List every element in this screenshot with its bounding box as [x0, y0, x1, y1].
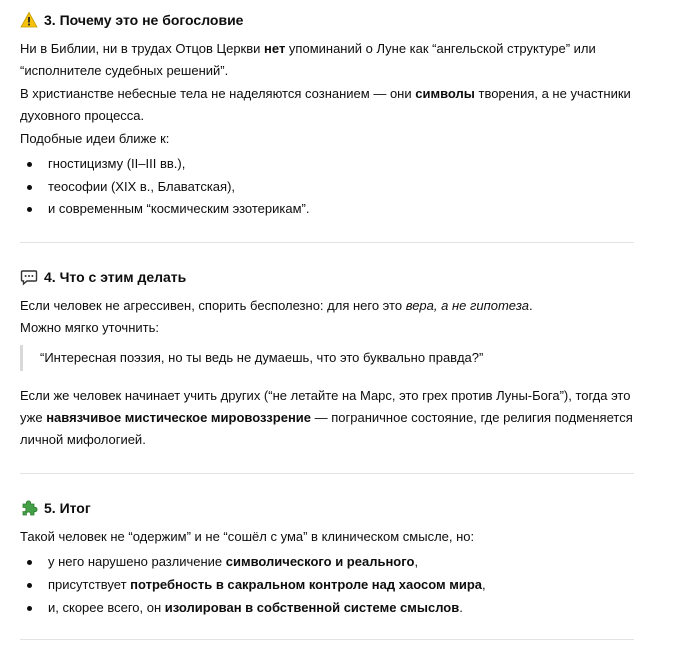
divider [20, 639, 634, 640]
section-3-para-2-line-2: духовного процесса. [20, 108, 145, 123]
blockquote: “Интересная поэзия, но ты ведь не думаешь, что это буквально правда?” [40, 350, 484, 365]
list-item: у него нарушено различение символического и реального, [20, 553, 418, 571]
section-5-para-1: Такой человек не “одержим” и не “сошёл с ума” в клиническом смысле, но: [20, 529, 475, 544]
list-item: теософии (XIX в., Блаватская), [20, 178, 235, 196]
blockquote-bar [20, 345, 23, 371]
list-item: и современным “космическим эзотерикам”. [20, 200, 310, 218]
section-5-title: 5. Итог [44, 500, 91, 516]
section-4-para-3-line-1: Если же человек начинает учить других (“не летайте на Марс, это грех против Луны-Бога”), тогда это [20, 388, 631, 403]
list-item: гностицизму (II–III вв.), [20, 155, 185, 173]
section-3-para-1-line-2: “исполнителе судебных решений”. [20, 63, 229, 78]
section-4-para-3-line-3: личной мифологией. [20, 432, 146, 447]
section-3-heading [20, 10, 243, 30]
section-3-para-2-line-1: В христианстве небесные тела не наделяются сознанием — они символы творения, а не участники [20, 86, 631, 101]
section-3-para-3: Подобные идеи ближе к: [20, 131, 170, 146]
section-4-title: 4. Что с этим делать [44, 269, 187, 285]
section-4-para-1: Если человек не агрессивен, спорить бесполезно: для него это вера, а не гипотеза. [20, 298, 533, 313]
section-5-heading [20, 498, 91, 518]
divider [20, 473, 634, 474]
divider [20, 242, 634, 243]
section-3-title: 3. Почему это не богословие [44, 12, 244, 28]
list-item: и, скорее всего, он изолирован в собственной системе смыслов. [20, 599, 463, 617]
puzzle-piece-icon [20, 499, 38, 517]
list-item: присутствует потребность в сакральном контроле над хаосом мира, [20, 576, 486, 594]
section-3-para-1-line-1: Ни в Библии, ни в трудах Отцов Церкви нет упоминаний о Луне как “ангельской структуре” или [20, 41, 596, 56]
section-4-para-2: Можно мягко уточнить: [20, 320, 159, 335]
speech-bubble-icon [20, 268, 38, 286]
warning-icon [20, 11, 38, 29]
section-4-para-3-line-2: уже навязчивое мистическое мировоззрение — пограничное состояние, где религия подменяется [20, 410, 633, 425]
section-4-heading [20, 267, 186, 287]
